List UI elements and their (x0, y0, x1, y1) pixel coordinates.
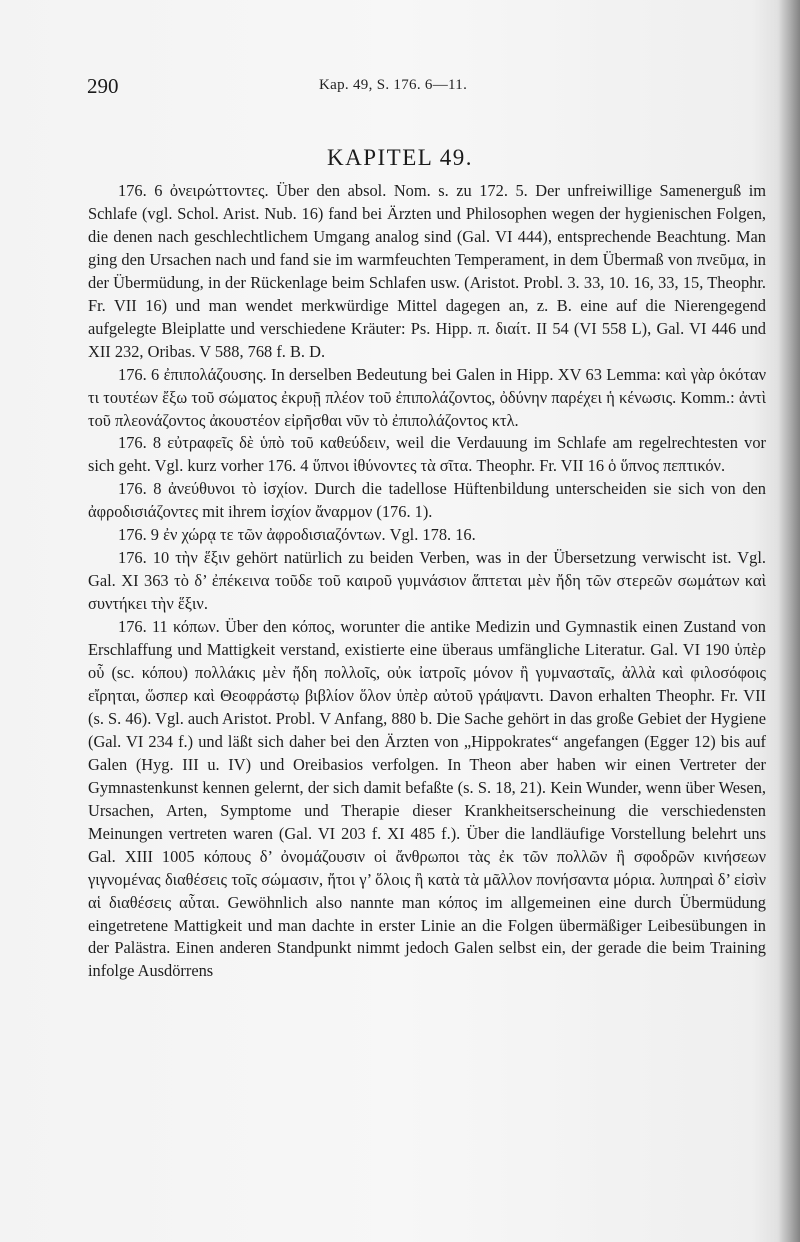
chapter-title: KAPITEL 49. (327, 145, 473, 170)
running-head (87, 74, 767, 102)
paragraph-176-8-aneuthynoi: 176. 8 ἀνεύθυνοι τὸ ἰσχίον. Durch die tadellose Hüftenbildung unterscheiden sie sich von den ἀφροδισιάζοντες mit ihrem ἰσχίον ἄναρμον (176. 1). (88, 479, 766, 522)
commentary-text (88, 180, 766, 983)
paragraph-176-8-eutrapheis: 176. 8 εὐτραφεῖς δὲ ὑπὸ τοῦ καθεύδειν, weil die Verdauung im Schlafe am regelrechtesten vor sich geht. Vgl. kurz vorher 176. 4 ὕπνοι ἰθύνοντες τὰ σῖτα. Theophr. Fr. VII 16 ὁ ὕπνος πεπτικόν. (88, 433, 766, 476)
paragraph-176-11-kopon: 176. 11 κόπων. Über den κόπος, worunter die antike Medizin und Gymnastik einen Zustand von Erschlaffung und Mattigkeit verstand, existierte eine überaus umfängliche Literatur. Gal. VI 190 ὑπὲρ οὗ (sc. κόπου) πολλάκις μὲν ἤδη πολλοῖς, οὐκ ἰατροῖς μόνον ἢ γυμνασταῖς, ἀλλὰ καὶ φιλοσόφοις εἴρηται, ὥσπερ καὶ Θεοφράστῳ βιβλίον ὅλον ὑπὲρ αὐτοῦ γράψαντι. Davon erhalten Theophr. Fr. VII (s. S. 46). Vgl. auch Aristot. Probl. V Anfang, 880 b. Die Sache gehört in das große Gebiet der Hygiene (Gal. VI 234 f.) und läßt sich daher bei den Ärzten von „Hippokrates“ angefangen (Egger 12) bis auf Galen (Hyg. III u. IV) und Oreibasios verfolgen. In Theon aber haben wir einen Vertreter der Gymnastenkunst kennen gelernt, der sich damit befaßte (s. S. 18, 21). Kein Wunder, wenn über Wesen, Ursachen, Arten, Symptome und Therapie dieser Krankheitserscheinung die verschiedensten Meinungen vertreten waren (Gal. VI 203 f. XI 485 f.). Über die landläufige Vorstellung belehrt uns Gal. XIII 1005 κόπους δ’ ὀνομάζουσιν οἱ ἄνθρωποι τὰς ἐκ τῶν πολλῶν ἢ σφοδρῶν κινήσεων γιγνομένας διαθέσεις τοῖς σώμασιν, ἤτοι γ’ ὅλοις ἢ κατὰ τὰ μᾶλλον πονήσαντα μόρια. λυπηραὶ δ’ εἰσὶν αἱ διαθέσεις αὗται. Gewöhnlich also nannte man κόπος im allgemeinen eine durch Übermüdung eingetretene Mattigkeit und man dachte in erster Linie an die Folgen übermäßiger Leibesübungen in der Palästra. Einen anderen Standpunkt nimmt jedoch Galen selbst ein, der gerade die beim Training infolge Ausdörrens (88, 617, 766, 981)
paragraph-176-6-oneirottontes: 176. 6 ὀνειρώττοντες. Über den absol. Nom. s. zu 172. 5. Der unfreiwillige Samenerguß im Schlafe (vgl. Schol. Arist. Nub. 16) fand bei Ärzten und Philosophen wegen der hygienischen Folgen, die denen nach geschlechtlichem Umgang analog sind (Gal. VI 444), entsprechende Beachtung. Man ging den Ursachen nach und fand sie im warmfeuchten Temperament, in dem Übermaß von πνεῦμα, in der Übermüdung, in der Rückenlage beim Schlafen usw. (Aristot. Probl. 3. 33, 10. 16, 33, 15, Theophr. Fr. VII 16) und man wendet merkwürdige Mittel dagegen an, z. B. eine auf die Nierengegend aufgelegte Bleiplatte und verschiedene Kräuter: Ps. Hipp. π. διαίτ. II 54 (VI 558 L), Gal. VI 446 und XII 232, Oribas. V 588, 768 f. B. D. (88, 181, 766, 361)
running-title: Kap. 49, S. 176. 6—11. (319, 77, 468, 93)
paragraph-176-6-epipolazouses: 176. 6 ἐπιπολάζουσης. In derselben Bedeutung bei Galen in Hipp. XV 63 Lemma: καὶ γὰρ ὁκόταν τι τουτέων ἔξω τοῦ σώματος ἐκρυῇ πλέον τοῦ ἐπιπολάζοντος, ὀδύνην παρέχει ἡ κένωσις. Komm.: ἀντὶ τοῦ πλεονάζοντος ἀκουστέον εἰρῆσθαι νῦν τὸ ἐπιπολάζοντος κτλ. (88, 364, 766, 430)
paragraph-176-9-en-chora: 176. 9 ἐν χώρᾳ τε τῶν ἀφροδισιαζόντων. Vgl. 178. 16. (118, 525, 476, 545)
paragraph-176-10-hexin: 176. 10 τὴν ἕξιν gehört natürlich zu beiden Verben, was in der Übersetzung verwischt ist. Vgl. Gal. XI 363 τὸ δ’ ἐπέκεινα τοῦδε τοῦ καιροῦ γυμνάσιον ἅπτεται μὲν ἤδη τῶν στερεῶν σωμάτων καὶ συντήκει τὴν ἕξιν. (88, 548, 766, 614)
page-number: 290 (87, 74, 119, 98)
page-edge-shadow (778, 0, 800, 1242)
